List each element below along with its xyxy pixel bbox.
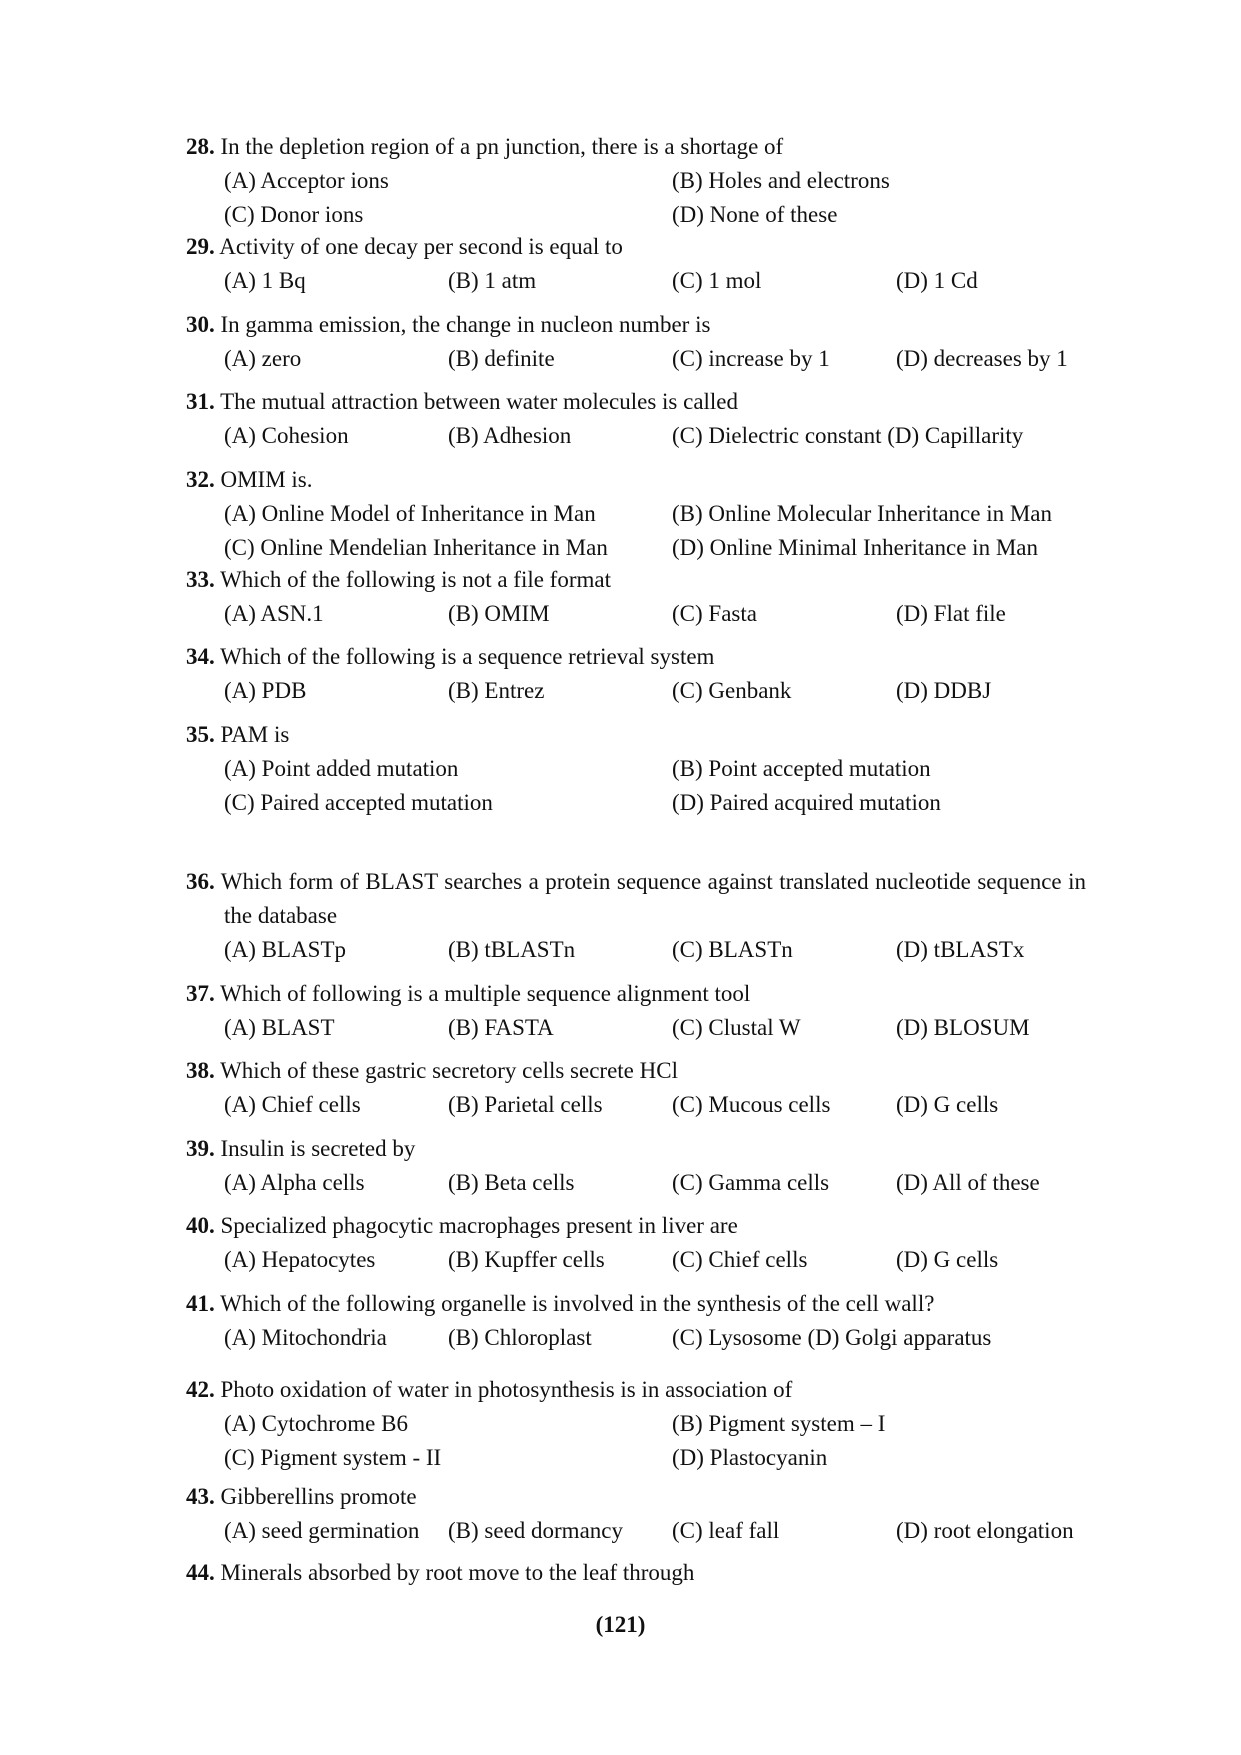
question-text: Activity of one decay per second is equal to — [219, 234, 623, 259]
option-d: (D) None of these — [672, 202, 838, 227]
options-row — [224, 786, 1086, 820]
option-b: (B) FASTA — [448, 1015, 554, 1040]
option-d: (D) Paired acquired mutation — [672, 790, 941, 815]
option-a: (A) seed germination — [224, 1518, 420, 1543]
option-a: (A) Online Model of Inheritance in Man — [224, 501, 596, 526]
options-row — [224, 933, 1086, 967]
question-32 — [186, 463, 1086, 565]
option-c: (C) Online Mendelian Inheritance in Man — [224, 535, 608, 560]
question-text: Insulin is secreted by — [220, 1136, 416, 1161]
question-43 — [186, 1480, 1086, 1548]
question-number: 29. — [186, 234, 215, 259]
question-text: PAM is — [220, 722, 290, 747]
question-text: OMIM is. — [220, 467, 313, 492]
options-row — [224, 1011, 1086, 1045]
option-b: (B) OMIM — [448, 601, 550, 626]
question-number: 35. — [186, 722, 215, 747]
option-b: (B) Holes and electrons — [672, 168, 890, 193]
page-number: (121) — [595, 1612, 646, 1637]
option-a: (A) Chief cells — [224, 1092, 361, 1117]
question-number: 36. — [186, 869, 215, 894]
option-c: (C) Gamma cells — [672, 1170, 830, 1195]
option-c-d: (C) Dielectric constant (D) Capillarity — [672, 423, 1024, 448]
question-number: 43. — [186, 1484, 215, 1509]
question-29 — [186, 230, 1086, 298]
option-a: (A) Acceptor ions — [224, 168, 389, 193]
options-row — [224, 164, 1086, 198]
options-row — [224, 497, 1086, 531]
options-row — [224, 1321, 1086, 1355]
options-row — [224, 342, 1086, 376]
options-row — [224, 198, 1086, 232]
option-c: (C) Fasta — [672, 601, 757, 626]
option-a: (A) Alpha cells — [224, 1170, 365, 1195]
option-c: (C) Chief cells — [672, 1247, 808, 1272]
options-row — [224, 531, 1086, 565]
option-b: (B) Pigment system – I — [672, 1411, 886, 1436]
question-38 — [186, 1054, 1086, 1122]
question-number: 42. — [186, 1377, 215, 1402]
question-text: In gamma emission, the change in nucleon number is — [220, 312, 711, 337]
question-34 — [186, 640, 1086, 708]
options-row — [224, 752, 1086, 786]
question-number: 34. — [186, 644, 215, 669]
question-number: 37. — [186, 981, 215, 1006]
option-c: (C) Genbank — [672, 678, 792, 703]
question-text: In the depletion region of a pn junction, there is a shortage of — [220, 134, 784, 159]
question-28 — [186, 130, 1086, 232]
question-text: Specialized phagocytic macrophages present in liver are — [220, 1213, 738, 1238]
option-b: (B) definite — [448, 346, 555, 371]
question-text: Which of these gastric secretory cells secrete HCl — [220, 1058, 678, 1083]
option-b: (B) 1 atm — [448, 268, 537, 293]
question-30 — [186, 308, 1086, 376]
options-row — [224, 1166, 1086, 1200]
option-d: (D) G cells — [896, 1092, 999, 1117]
question-text: The mutual attraction between water molecules is called — [220, 389, 739, 414]
option-d: (D) All of these — [896, 1170, 1040, 1195]
option-a: (A) Cohesion — [224, 423, 349, 448]
option-d: (D) tBLASTx — [896, 937, 1025, 962]
option-c: (C) leaf fall — [672, 1518, 780, 1543]
option-c: (C) Donor ions — [224, 202, 364, 227]
options-row — [224, 1441, 1086, 1475]
option-a: (A) BLASTp — [224, 937, 347, 962]
question-text: Minerals absorbed by root move to the leaf through — [220, 1560, 695, 1585]
option-a: (A) Point added mutation — [224, 756, 459, 781]
option-a: (A) PDB — [224, 678, 307, 703]
option-c-d: (C) Lysosome (D) Golgi apparatus — [672, 1325, 992, 1350]
question-text: Gibberellins promote — [220, 1484, 417, 1509]
option-d: (D) Flat file — [896, 601, 1006, 626]
option-b: (B) Chloroplast — [448, 1325, 592, 1350]
question-number: 44. — [186, 1560, 215, 1585]
question-42 — [186, 1373, 1086, 1475]
option-b: (B) Adhesion — [448, 423, 572, 448]
option-a: (A) Mitochondria — [224, 1325, 387, 1350]
options-row — [224, 674, 1086, 708]
options-row — [224, 264, 1086, 298]
question-number: 39. — [186, 1136, 215, 1161]
question-39 — [186, 1132, 1086, 1200]
question-text: Which of the following is a sequence retrieval system — [220, 644, 715, 669]
question-number: 33. — [186, 567, 215, 592]
question-40 — [186, 1209, 1086, 1277]
option-d: (D) decreases by 1 — [896, 346, 1068, 371]
option-c: (C) Mucous cells — [672, 1092, 831, 1117]
question-number: 31. — [186, 389, 215, 414]
question-number: 40. — [186, 1213, 215, 1238]
options-row — [224, 597, 1086, 631]
option-b: (B) Beta cells — [448, 1170, 575, 1195]
question-number: 28. — [186, 134, 215, 159]
option-b: (B) Online Molecular Inheritance in Man — [672, 501, 1053, 526]
option-c: (C) Pigment system - II — [224, 1445, 442, 1470]
question-text: Photo oxidation of water in photosynthesis is in association of — [220, 1377, 793, 1402]
option-d: (D) Plastocyanin — [672, 1445, 828, 1470]
question-44 — [186, 1556, 1086, 1590]
options-row — [224, 1243, 1086, 1277]
question-text: Which of the following organelle is involved in the synthesis of the cell wall? — [220, 1291, 935, 1316]
question-text: Which form of BLAST searches a protein sequence against translated nucleotide sequence in the database — [220, 869, 1086, 928]
option-c: (C) Clustal W — [672, 1015, 801, 1040]
question-number: 32. — [186, 467, 215, 492]
question-36 — [186, 865, 1086, 967]
option-a: (A) BLAST — [224, 1015, 335, 1040]
question-37 — [186, 977, 1086, 1045]
question-35 — [186, 718, 1086, 820]
question-41 — [186, 1287, 1086, 1355]
options-row — [224, 1088, 1086, 1122]
option-d: (D) root elongation — [896, 1518, 1074, 1543]
option-c: (C) 1 mol — [672, 268, 762, 293]
options-row — [224, 1407, 1086, 1441]
question-33 — [186, 563, 1086, 631]
question-number: 38. — [186, 1058, 215, 1083]
option-c: (C) Paired accepted mutation — [224, 790, 493, 815]
option-a: (A) ASN.1 — [224, 601, 324, 626]
option-b: (B) seed dormancy — [448, 1518, 623, 1543]
option-d: (D) BLOSUM — [896, 1015, 1030, 1040]
option-a: (A) Hepatocytes — [224, 1247, 376, 1272]
question-text: Which of following is a multiple sequence alignment tool — [220, 981, 751, 1006]
options-row — [224, 419, 1086, 453]
option-c: (C) increase by 1 — [672, 346, 830, 371]
option-b: (B) tBLASTn — [448, 937, 576, 962]
question-number: 30. — [186, 312, 215, 337]
option-d: (D) DDBJ — [896, 678, 992, 703]
option-b: (B) Entrez — [448, 678, 545, 703]
question-text: Which of the following is not a file format — [220, 567, 611, 592]
option-d: (D) Online Minimal Inheritance in Man — [672, 535, 1038, 560]
question-31 — [186, 385, 1086, 453]
option-b: (B) Point accepted mutation — [672, 756, 931, 781]
option-b: (B) Kupffer cells — [448, 1247, 605, 1272]
option-d: (D) 1 Cd — [896, 268, 978, 293]
option-a: (A) zero — [224, 346, 302, 371]
option-a: (A) 1 Bq — [224, 268, 306, 293]
option-d: (D) G cells — [896, 1247, 999, 1272]
options-row — [224, 1514, 1086, 1548]
question-number: 41. — [186, 1291, 215, 1316]
option-a: (A) Cytochrome B6 — [224, 1411, 408, 1436]
option-c: (C) BLASTn — [672, 937, 793, 962]
option-b: (B) Parietal cells — [448, 1092, 603, 1117]
